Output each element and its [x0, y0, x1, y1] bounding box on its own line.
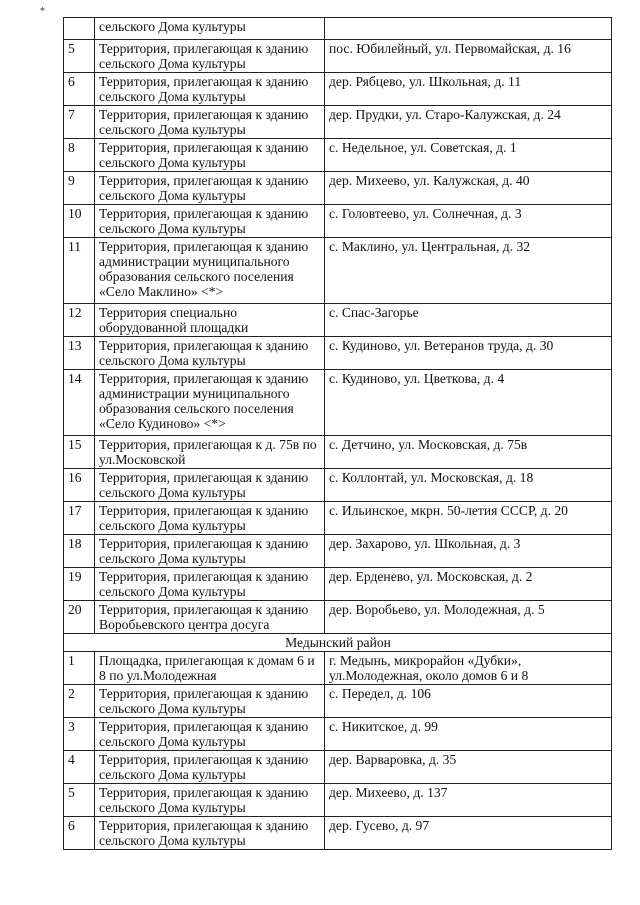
row-number: 18: [64, 535, 95, 568]
territory-name: Территория, прилегающая к зданию сельского Дома культуры: [95, 535, 325, 568]
territory-name: Территория, прилегающая к зданию сельского Дома культуры: [95, 139, 325, 172]
address: с. Кудиново, ул. Цветкова, д. 4: [325, 370, 612, 436]
row-number: 10: [64, 205, 95, 238]
territory-name: Территория, прилегающая к зданию сельского Дома культуры: [95, 718, 325, 751]
address: с. Детчино, ул. Московская, д. 75в: [325, 436, 612, 469]
territory-name: Территория, прилегающая к зданию сельского Дома культуры: [95, 817, 325, 850]
table-row: [64, 73, 612, 106]
row-number: 14: [64, 370, 95, 436]
address: дер. Гусево, д. 97: [325, 817, 612, 850]
address: дер. Варваровка, д. 35: [325, 751, 612, 784]
territory-name: Территория, прилегающая к зданию сельского Дома культуры: [95, 751, 325, 784]
row-number: 16: [64, 469, 95, 502]
address: с. Коллонтай, ул. Московская, д. 18: [325, 469, 612, 502]
address: [325, 18, 612, 40]
table-row: [64, 601, 612, 634]
territory-name: Территория, прилегающая к зданию сельского Дома культуры: [95, 106, 325, 139]
row-number: 17: [64, 502, 95, 535]
table-row: [64, 139, 612, 172]
row-number: 1: [64, 652, 95, 685]
locations-table: [63, 17, 612, 850]
table-row: [64, 685, 612, 718]
table-row: [64, 40, 612, 73]
table-row: [64, 784, 612, 817]
scan-mark: *: [40, 6, 45, 17]
row-number: [64, 18, 95, 40]
row-number: 6: [64, 73, 95, 106]
row-number: 3: [64, 718, 95, 751]
address: с. Ильинское, мкрн. 50-летия СССР, д. 20: [325, 502, 612, 535]
address: с. Головтеево, ул. Солнечная, д. 3: [325, 205, 612, 238]
table-row: [64, 238, 612, 304]
table-row: [64, 751, 612, 784]
territory-name: Территория, прилегающая к зданию сельского Дома культуры: [95, 40, 325, 73]
table-row: [64, 568, 612, 601]
territory-name: Территория, прилегающая к д. 75в по ул.Московской: [95, 436, 325, 469]
table-row: [64, 18, 612, 40]
row-number: 9: [64, 172, 95, 205]
address: дер. Ерденево, ул. Московская, д. 2: [325, 568, 612, 601]
table-row: [64, 172, 612, 205]
row-number: 5: [64, 784, 95, 817]
section-row: [64, 634, 612, 652]
row-number: 2: [64, 685, 95, 718]
row-number: 12: [64, 304, 95, 337]
row-number: 4: [64, 751, 95, 784]
table-row: [64, 304, 612, 337]
table-row: [64, 205, 612, 238]
territory-name: Территория, прилегающая к зданию сельского Дома культуры: [95, 73, 325, 106]
address: с. Кудиново, ул. Ветеранов труда, д. 30: [325, 337, 612, 370]
district-title: Медынский район: [64, 634, 612, 652]
table-row: [64, 718, 612, 751]
row-number: 20: [64, 601, 95, 634]
address: дер. Прудки, ул. Старо-Калужская, д. 24: [325, 106, 612, 139]
address: дер. Михеево, д. 137: [325, 784, 612, 817]
table-row: [64, 535, 612, 568]
territory-name: Территория, прилегающая к зданию Воробьевского центра досуга: [95, 601, 325, 634]
address: с. Маклино, ул. Центральная, д. 32: [325, 238, 612, 304]
row-number: 19: [64, 568, 95, 601]
territory-name: Площадка, прилегающая к домам 6 и 8 по ул.Молодежная: [95, 652, 325, 685]
address: дер. Воробьево, ул. Молодежная, д. 5: [325, 601, 612, 634]
address: пос. Юбилейный, ул. Первомайская, д. 16: [325, 40, 612, 73]
territory-name: Территория, прилегающая к зданию сельского Дома культуры: [95, 502, 325, 535]
table-row: [64, 469, 612, 502]
table-row: [64, 337, 612, 370]
table-row: [64, 436, 612, 469]
row-number: 13: [64, 337, 95, 370]
address: дер. Михеево, ул. Калужская, д. 40: [325, 172, 612, 205]
territory-name: Территория, прилегающая к зданию сельского Дома культуры: [95, 337, 325, 370]
row-number: 11: [64, 238, 95, 304]
territory-name: Территория, прилегающая к зданию сельского Дома культуры: [95, 685, 325, 718]
table-row: [64, 106, 612, 139]
address: дер. Рябцево, ул. Школьная, д. 11: [325, 73, 612, 106]
territory-name: сельского Дома культуры: [95, 18, 325, 40]
territory-name: Территория специально оборудованной площадки: [95, 304, 325, 337]
table-row: [64, 652, 612, 685]
row-number: 5: [64, 40, 95, 73]
table-row: [64, 817, 612, 850]
address: с. Недельное, ул. Советская, д. 1: [325, 139, 612, 172]
row-number: 15: [64, 436, 95, 469]
row-number: 6: [64, 817, 95, 850]
territory-name: Территория, прилегающая к зданию сельского Дома культуры: [95, 568, 325, 601]
address: г. Медынь, микрорайон «Дубки», ул.Молодежная, около домов 6 и 8: [325, 652, 612, 685]
territory-name: Территория, прилегающая к зданию администрации муниципального образования сельского поселения «Село Маклино» <*>: [95, 238, 325, 304]
row-number: 8: [64, 139, 95, 172]
territory-name: Территория, прилегающая к зданию сельского Дома культуры: [95, 469, 325, 502]
address: с. Передел, д. 106: [325, 685, 612, 718]
address: с. Спас-Загорье: [325, 304, 612, 337]
territory-name: Территория, прилегающая к зданию администрации муниципального образования сельского поселения «Село Кудиново» <*>: [95, 370, 325, 436]
address: дер. Захарово, ул. Школьная, д. 3: [325, 535, 612, 568]
territory-name: Территория, прилегающая к зданию сельского Дома культуры: [95, 172, 325, 205]
row-number: 7: [64, 106, 95, 139]
address: с. Никитское, д. 99: [325, 718, 612, 751]
table-row: [64, 502, 612, 535]
table-row: [64, 370, 612, 436]
territory-name: Территория, прилегающая к зданию сельского Дома культуры: [95, 784, 325, 817]
territory-name: Территория, прилегающая к зданию сельского Дома культуры: [95, 205, 325, 238]
